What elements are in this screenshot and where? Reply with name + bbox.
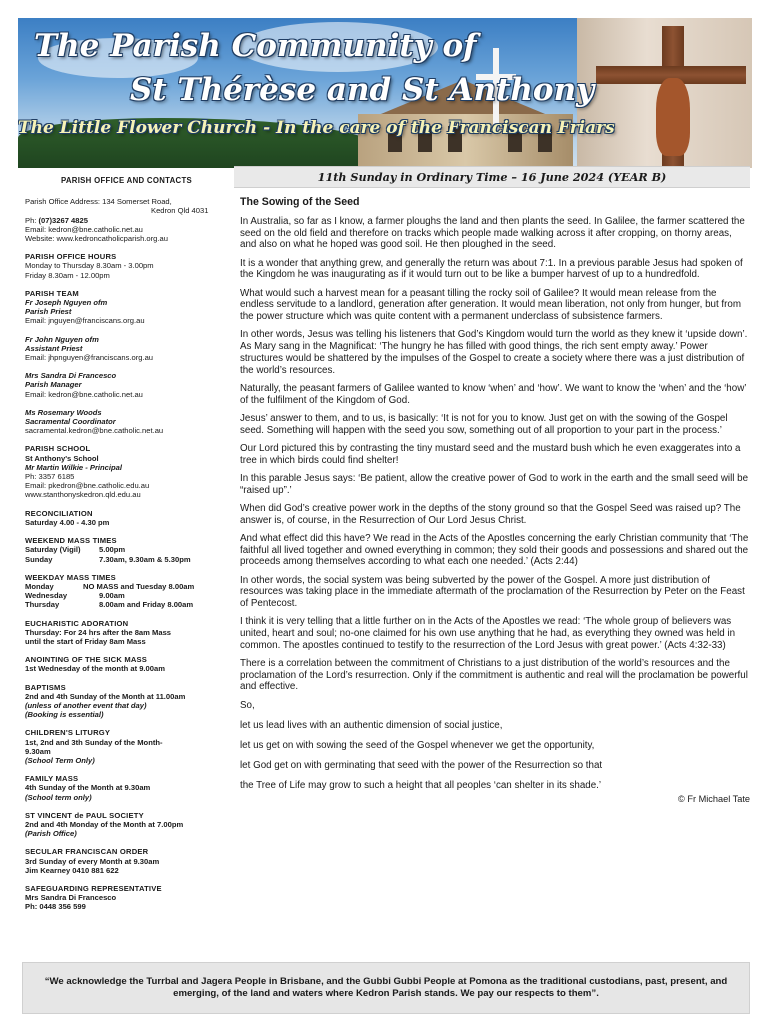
- safeguarding-name: Mrs Sandra Di Francesco: [25, 893, 117, 903]
- team-member-email[interactable]: Email: jnguyen@franciscans.org.au: [25, 316, 145, 326]
- baptisms-note: (Booking is essential): [25, 710, 104, 720]
- family-mass-heading: FAMILY MASS: [25, 774, 79, 784]
- sidebar-title: PARISH OFFICE AND CONTACTS: [60, 176, 193, 185]
- parish-school-heading: PARISH SCHOOL: [25, 444, 91, 454]
- parish-team-block: [25, 289, 228, 436]
- article: [240, 196, 750, 936]
- weekday-mass-row: [25, 591, 228, 600]
- office-address: Parish Office Address: 134 Somerset Road,: [25, 197, 172, 207]
- article-paragraph: the Tree of Life may grow to such a height that all peoples ‘can shelter in its shade.’: [240, 780, 602, 792]
- team-member-email[interactable]: sacramental.kedron@bne.catholic.net.au: [25, 426, 164, 436]
- article-paragraph: let us lead lives with an authentic dimension of social justice,: [240, 719, 503, 731]
- weekend-mass-row: [25, 545, 228, 554]
- liturgical-date-bar: [234, 166, 750, 188]
- baptisms-note: (unless of another event that day): [25, 700, 147, 710]
- team-member: [25, 298, 228, 326]
- svdp-line: 2nd and 4th Monday of the Month at 7.00pm: [25, 819, 184, 829]
- anointing-line: 1st Wednesday of the month at 9.00am: [25, 664, 165, 674]
- weekday-mass-block: [25, 573, 228, 610]
- office-address-suburb: Kedron Qld 4031: [151, 206, 209, 216]
- parish-title-line2: St Thérèse and St Anthony: [130, 72, 595, 108]
- reconciliation-time: Saturday 4.00 - 4.30 pm: [25, 517, 110, 527]
- school-website[interactable]: www.stanthonyskedron.qld.edu.au: [25, 490, 141, 500]
- safeguarding-block: [25, 884, 228, 912]
- secular-franciscan-heading: SECULAR FRANCISCAN ORDER: [25, 847, 149, 857]
- svdp-note: (Parish Office): [25, 829, 77, 839]
- article-signature: © Fr Michael Tate: [678, 794, 750, 805]
- article-paragraph: Jesus’ answer to them, and to us, is basically: ‘It is not for you to know. Just get on with the sowing of the Gospel seed. Something will happen with the seed you sow, something out of all proportion to your part in the process.’: [240, 412, 728, 436]
- article-paragraph: In other words, Jesus was telling his listeners that God’s Kingdom would turn the world as they knew it ‘upside down’. As Mary sang in the Magnificat: ‘The hungry he has filled with good things, the rich sent empty away.’ Power structures would be shattered by the impulses of the Gospel to create a society where there was a just distribution of the world’s resources.: [240, 329, 748, 376]
- family-mass-note: (School term only): [25, 792, 92, 802]
- article-paragraph: It is a wonder that anything grew, and generally the return was about 7:1. In a previous parable Jesus had spoken of the Kingdom he was inaugurating as if it would turn out to be like a bumper harvest of up to a hundredfold.: [240, 257, 743, 281]
- mass-time: 5.00pm: [99, 545, 126, 555]
- crucifix-figure: [656, 78, 690, 156]
- team-member-role: Parish Manager: [25, 380, 82, 390]
- adoration-line: until the start of Friday 8am Mass: [25, 636, 146, 646]
- adoration-heading: EUCHARISTIC ADORATION: [25, 618, 129, 628]
- weekend-mass-row: [25, 555, 228, 564]
- mass-day: Monday: [25, 581, 54, 591]
- office-address-block: [25, 197, 228, 243]
- mass-time: NO MASS and Tuesday 8.00am: [83, 581, 195, 591]
- mass-time: 9.00am: [99, 591, 125, 601]
- acknowledgement-text: “We acknowledge the Turrbal and Jagera People in Brisbane, and the Gubbi Gubbi People at Pomona as the traditional custodians, past, present, and emerging, of the land and waters where Kedron Parish stands. We pay our respects to them”.: [44, 976, 728, 999]
- team-member: [25, 371, 228, 399]
- childrens-liturgy-note: (School Term Only): [25, 755, 95, 765]
- adoration-block: [25, 619, 228, 647]
- office-hours-friday: Friday 8.30am - 12.00pm: [25, 270, 110, 280]
- mass-day: Sunday: [25, 554, 53, 564]
- weekend-mass-block: [25, 536, 228, 564]
- school-principal: Mr Martin Wilkie - Principal: [25, 462, 122, 472]
- reconciliation-heading: RECONCILIATION: [25, 508, 93, 518]
- article-paragraph: And what effect did this have? We read in the Acts of the Apostles concerning the early Christian community that ‘The faithful all lived together and owned everything in common; they sold their goods and possessions and shared out the proceeds among themselves according to what each one needed.’ (Acts 2:44): [240, 532, 749, 568]
- parish-title-line1: The Parish Community of: [34, 28, 477, 64]
- office-hours-heading: PARISH OFFICE HOURS: [25, 252, 117, 262]
- school-phone: Ph: 3357 6185: [25, 472, 75, 482]
- mass-day: Thursday: [25, 600, 60, 610]
- parish-school-block: [25, 444, 228, 499]
- secular-franciscan-block: [25, 847, 228, 875]
- svdp-block: [25, 811, 228, 839]
- article-paragraph: There is a correlation between the commitment of Christians to a just distribution of the world’s resources and the proclamation of the Lord’s resurrection. Only if the commitment is authentic and real will the proclamation be powerful and effective.: [240, 657, 748, 693]
- baptisms-line: 2nd and 4th Sunday of the Month at 11.00am: [25, 691, 186, 701]
- team-member-name: Fr John Nguyen ofm: [25, 334, 99, 344]
- team-member-role: Parish Priest: [25, 307, 72, 317]
- mass-time: 7.30am, 9.30am & 5.30pm: [99, 554, 191, 564]
- acknowledgement-box: [22, 962, 750, 1014]
- team-member-role: Sacramental Coordinator: [25, 417, 116, 427]
- team-member-name: Ms Rosemary Woods: [25, 407, 102, 417]
- adoration-line: Thursday: For 24 hrs after the 8am Mass: [25, 627, 172, 637]
- reconciliation-block: [25, 509, 228, 527]
- office-phone-line: [25, 216, 228, 225]
- header-banner: [18, 18, 752, 168]
- team-member: [25, 408, 228, 436]
- office-website[interactable]: Website: www.kedroncatholicparish.org.au: [25, 234, 168, 244]
- childrens-liturgy-line: 9.30am: [25, 746, 51, 756]
- mass-time: 8.00am and Friday 8.00am: [99, 600, 194, 610]
- childrens-liturgy-heading: CHILDREN'S LITURGY: [25, 728, 111, 738]
- article-paragraph: In this parable Jesus says: ‘Be patient, allow the creative power of God to work in the earth and the small seed will be “raised up”.’: [240, 472, 749, 496]
- team-member-name: Fr Joseph Nguyen ofm: [25, 298, 108, 308]
- family-mass-block: [25, 774, 228, 802]
- parish-team-heading: PARISH TEAM: [25, 288, 79, 298]
- secular-franciscan-contact: Jim Kearney 0410 881 622: [25, 865, 119, 875]
- svdp-heading: ST VINCENT de PAUL SOCIETY: [25, 810, 144, 820]
- team-member-role: Assistant Priest: [25, 343, 83, 353]
- mass-day: Wednesday: [25, 591, 68, 601]
- safeguarding-phone: Ph: 0448 356 599: [25, 902, 86, 912]
- article-paragraph: Our Lord pictured this by contrasting the tiny mustard seed and the mustard bush which he even exaggerates into a tree in which birds could find shelter!: [240, 442, 741, 466]
- anointing-heading: ANOINTING OF THE SICK MASS: [25, 655, 148, 665]
- article-paragraph: What would such a harvest mean for a peasant tilling the rocky soil of Galilee? It would mean release from the endless servitude to a landlord, generation after generation. It would mean liberation, not only from hunger, but from the power structure which was quite content with a permanent underclass of subsistence farmers.: [240, 287, 742, 323]
- weekday-mass-row: [25, 600, 228, 609]
- team-member-email[interactable]: Email: kedron@bne.catholic.net.au: [25, 389, 143, 399]
- baptisms-block: [25, 683, 228, 720]
- team-member: [25, 335, 228, 363]
- contacts-sidebar: [18, 170, 234, 952]
- safeguarding-heading: SAFEGUARDING REPRESENTATIVE: [25, 883, 162, 893]
- article-title: The Sowing of the Seed: [240, 196, 360, 208]
- weekday-mass-heading: WEEKDAY MASS TIMES: [25, 572, 116, 582]
- office-phone[interactable]: (07)3267 4825: [38, 215, 88, 225]
- weekday-mass-row: [25, 582, 228, 591]
- article-paragraph: let God get on with germinating that seed with the power of the Resurrection so that: [240, 760, 603, 772]
- office-hours-weekdays: Monday to Thursday 8.30am - 3.00pm: [25, 261, 154, 271]
- parish-subtitle: The Little Flower Church - In the care of the Franciscan Friars: [18, 118, 615, 138]
- childrens-liturgy-line: 1st, 2nd and 3th Sunday of the Month-: [25, 737, 163, 747]
- weekend-mass-heading: WEEKEND MASS TIMES: [25, 536, 117, 546]
- secular-franciscan-line: 3rd Sunday of every Month at 9.30am: [25, 856, 160, 866]
- mass-day: Saturday (Vigil): [25, 545, 81, 555]
- office-hours-block: [25, 252, 228, 280]
- anointing-block: [25, 655, 228, 673]
- article-paragraph: When did God’s creative power work in the depths of the stony ground so that the Gospel Seed was raised up? The answer is, of course, in the Resurrection of Our Lord Jesus Christ.: [240, 502, 741, 526]
- article-paragraph: Naturally, the peasant farmers of Galilee wanted to know ‘when’ and ‘how’. We want to know the ‘when’ and the ‘how’ of the fulfilment of the Kingdom of God.: [240, 382, 747, 406]
- office-email[interactable]: Email: kedron@bne.catholic.net.au: [25, 224, 143, 234]
- article-paragraph: In other words, the social system was being subverted by the power of the Gospel. A more just distribution of resources was taking place in the immediate aftermath of the proclamation of the Resurrection by Peter on the Feast of Pentecost.: [240, 574, 745, 609]
- article-paragraph: let us get on with sowing the seed of the Gospel whenever we get the opportunity,: [240, 740, 595, 752]
- article-paragraph: In Australia, so far as I know, a farmer ploughs the land and then plants the seed. In Galilee, the farmer scattered the seed on the old field and therefore on tracks which people made walking across it after cropping, on thorny areas, and also on what he hoped was good soil. He then ploughed in the seed.: [240, 216, 745, 251]
- team-member-name: Mrs Sandra Di Francesco: [25, 371, 117, 381]
- childrens-liturgy-block: [25, 728, 228, 765]
- school-name: St Anthony's School: [25, 453, 99, 463]
- baptisms-heading: BAPTISMS: [25, 682, 66, 692]
- article-paragraph: I think it is very telling that a little further on in the Acts of the Apostles we read: ‘The whole group of believers was united, heart and soul; no-one claimed for his own use anything that he had, as everything they owned was held in common. The apostles continued to testify to the resurrection of the Lord Jesus with great power.’ (Acts 4:32-33): [240, 616, 736, 651]
- article-paragraph: So,: [240, 699, 255, 711]
- family-mass-line: 4th Sunday of the Month at 9.30am: [25, 783, 151, 793]
- liturgical-date-heading: 11th Sunday in Ordinary Time – 16 June 2024 (YEAR B): [317, 170, 667, 184]
- team-member-email[interactable]: Email: jhpnguyen@franciscans.org.au: [25, 353, 154, 363]
- school-email[interactable]: Email: pkedron@bne.catholic.edu.au: [25, 481, 150, 491]
- phone-label: Ph:: [25, 215, 37, 225]
